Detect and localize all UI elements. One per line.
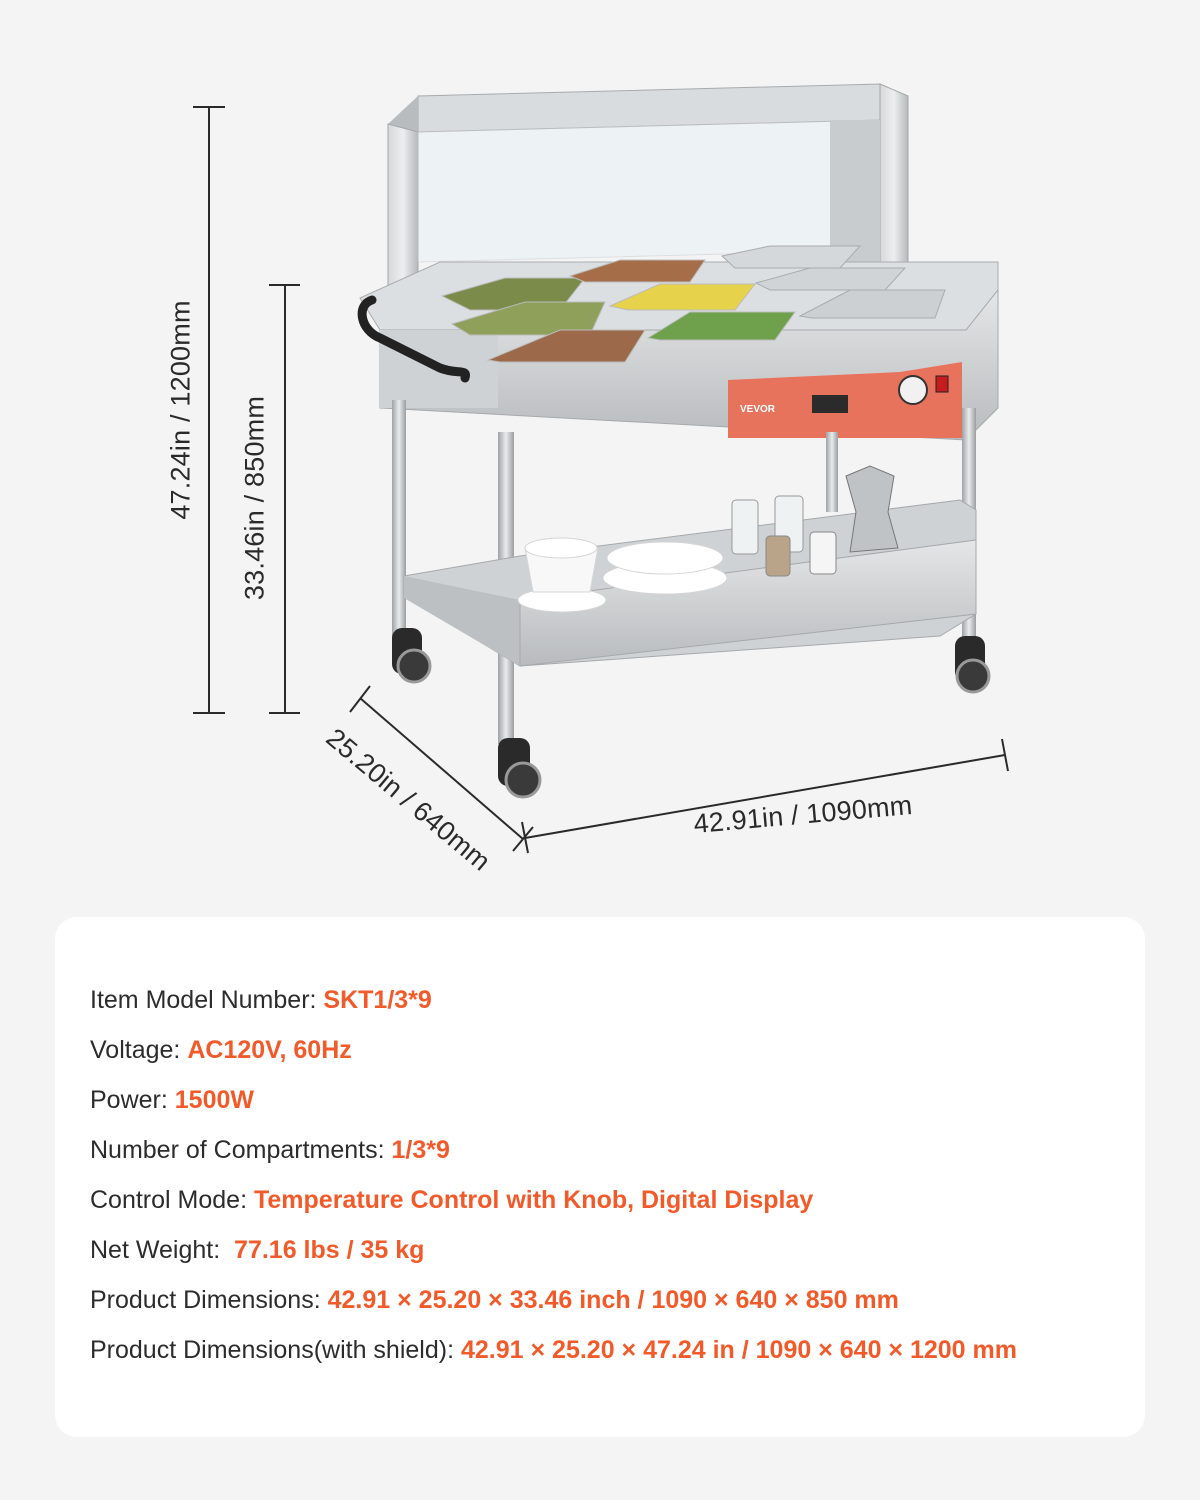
spec-product-dimensions [90, 1282, 1017, 1332]
spec-label: Control Mode: [90, 1186, 254, 1214]
width-label: 42.91in / 1090mm [692, 790, 914, 840]
spec-power [90, 1082, 1017, 1132]
spec-label: Voltage: [90, 1036, 188, 1064]
spec-value: SKT1/3*9 [323, 986, 432, 1014]
spec-value: Temperature Control with Knob, Digital Display [253, 1186, 814, 1214]
spec-compartments [90, 1132, 1017, 1182]
spec-control-mode [90, 1182, 1017, 1232]
spec-label: Power: [90, 1086, 175, 1114]
spec-value: 1/3*9 [391, 1136, 450, 1164]
spec-label: Item Model Number: [90, 986, 324, 1014]
spec-value: AC120V, 60Hz [187, 1036, 352, 1064]
spec-card [55, 917, 1145, 1437]
spec-value: 1500W [174, 1086, 254, 1114]
spec-model-number [90, 982, 1017, 1032]
spec-label: Number of Compartments: [90, 1136, 392, 1164]
spec-value: 42.91 × 25.20 × 47.24 in / 1090 × 640 × 1200 mm [460, 1336, 1017, 1364]
spec-voltage [90, 1032, 1017, 1082]
body-height-label: 33.46in / 850mm [239, 395, 270, 601]
spec-label: Product Dimensions: [90, 1286, 328, 1314]
total-height-label: 47.24in / 1200mm [165, 300, 196, 520]
spec-label: Net Weight: [90, 1236, 235, 1264]
spec-value: 42.91 × 25.20 × 33.46 inch / 1090 × 640 × 850 mm [327, 1286, 899, 1314]
spec-value: 77.16 lbs / 35 kg [234, 1236, 425, 1264]
spec-net-weight [90, 1232, 1017, 1282]
depth-label: 25.20in / 640mm [320, 722, 497, 877]
spec-label: Product Dimensions(with shield): [90, 1336, 461, 1364]
spec-list [90, 982, 1017, 1382]
spec-dimensions-with-shield [90, 1332, 1017, 1382]
svg-text:VEVOR: VEVOR [740, 404, 776, 415]
